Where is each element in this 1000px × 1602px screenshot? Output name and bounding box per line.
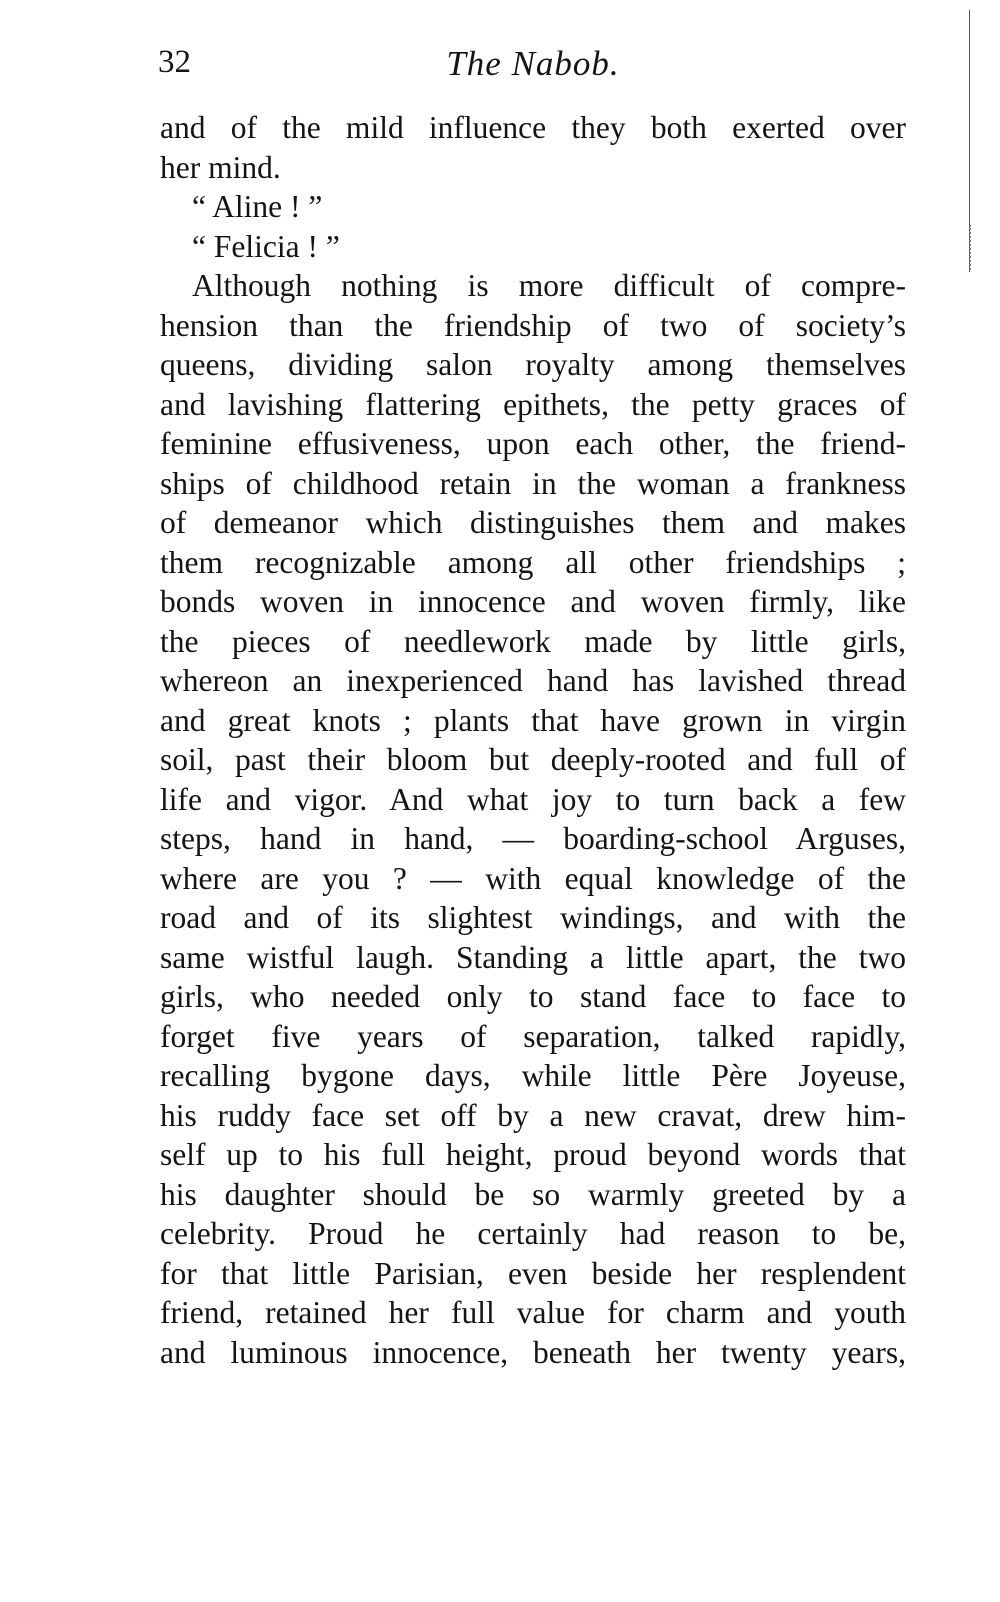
text-line: ships of childhood retain in the woman a frankness [160, 465, 906, 501]
text-line: of demeanor which distinguishes them and makes [160, 505, 906, 540]
text-line: and lavishing flattering epithets, the petty graces of [160, 386, 906, 422]
text-line: and of the mild influence they both exerted over [160, 110, 906, 145]
text-line: celebrity. Proud he certainly had reason to be, [160, 1216, 906, 1251]
page-number: 32 [158, 44, 191, 80]
text-line: self up to his full height, proud beyond words that [160, 1137, 906, 1172]
text-line: road and of its slightest windings, and with the [160, 900, 906, 935]
text-line: them recognizable among all other friendships ; [160, 544, 906, 580]
text-line: same wistful laugh. Standing a little apart, the two [160, 939, 906, 975]
page-edge-dots [969, 225, 973, 270]
text-line: and great knots ; plants that have grown in virgin [160, 702, 906, 738]
text-line: his ruddy face set off by a new cravat, drew him- [160, 1097, 906, 1133]
running-title: The Nabob. [446, 44, 620, 83]
text-line: steps, hand in hand, — boarding-school Arguses, [160, 821, 906, 856]
text-line: his daughter should be so warmly greeted by a [160, 1176, 906, 1212]
text-line: bonds woven in innocence and woven firmly, like [160, 584, 906, 619]
text-line: queens, dividing salon royalty among themselves [160, 347, 906, 382]
text-line: soil, past their bloom but deeply-rooted and full of [160, 742, 906, 777]
text-line: friend, retained her full value for charm and youth [160, 1295, 906, 1330]
text-line: whereon an inexperienced hand has lavished thread [160, 663, 906, 698]
text-line: hension than the friendship of two of society’s [160, 307, 906, 343]
text-line: for that little Parisian, even beside her resplendent [160, 1255, 906, 1291]
text-line: “ Aline ! ” [192, 189, 323, 224]
page-header [158, 44, 908, 94]
text-line: where are you ? — with equal knowledge of the [160, 860, 906, 896]
text-line: the pieces of needlework made by little girls, [160, 623, 906, 659]
text-line: feminine effusiveness, upon each other, the friend- [160, 426, 906, 461]
text-line: “ Felicia ! ” [192, 228, 340, 264]
text-line: girls, who needed only to stand face to face to [160, 979, 906, 1014]
text-line: life and vigor. And what joy to turn back a few [160, 781, 906, 817]
text-line: forget five years of separation, talked rapidly, [160, 1018, 906, 1054]
body-text [160, 108, 906, 1372]
text-line: recalling bygone days, while little Père Joyeuse, [160, 1058, 906, 1093]
text-line: her mind. [160, 149, 281, 185]
text-line: Although nothing is more difficult of compre- [192, 268, 906, 303]
text-line: and luminous innocence, beneath her twenty years, [160, 1334, 906, 1370]
